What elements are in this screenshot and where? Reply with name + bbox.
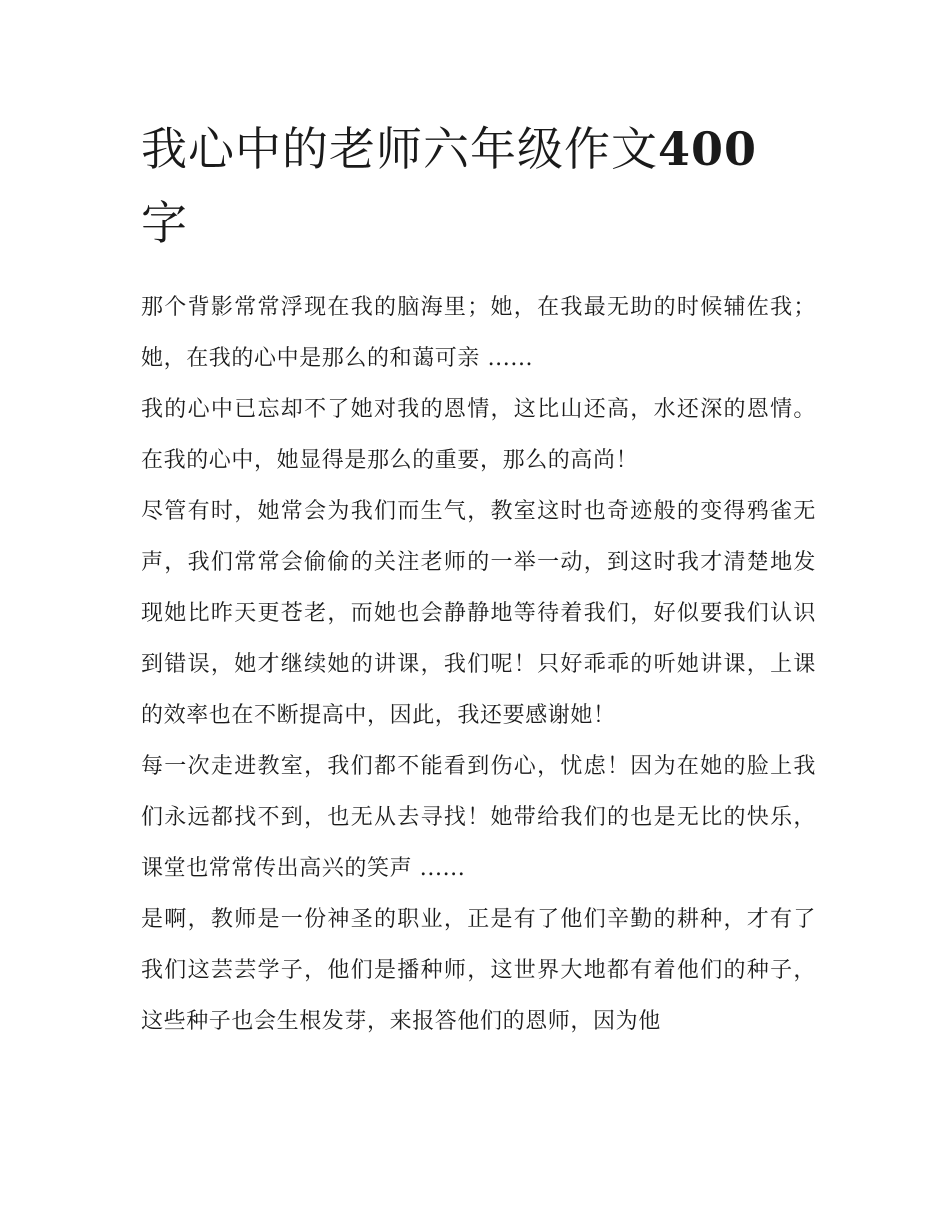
title-number: 400 <box>658 122 758 176</box>
paragraph-1: 那个背影常常浮现在我的脑海里；她，在我最无助的时候辅佐我；她，在我的心中是那么的和蔼可亲 ...... <box>141 295 816 371</box>
paragraph-4: 每一次走进教室，我们都不能看到伤心，忧虑！因为在她的脸上我们永远都找不到，也无从去寻找！她带给我们的也是无比的快乐，课堂也常常传出高兴的笑声 ...... <box>141 754 816 881</box>
paragraph-2: 我的心中已忘却不了她对我的恩情，这比山还高，水还深的恩情。在我的心中，她显得是那么的重要，那么的高尚！ <box>141 397 816 473</box>
paragraph-3: 尽管有时，她常会为我们而生气，教室这时也奇迹般的变得鸦雀无声，我们常常会偷偷的关注老师的一举一动，到这时我才清楚地发现她比昨天更苍老，而她也会静静地等待着我们，好似要我们认识到错误，她才继续她的讲课，我们呢！只好乖乖的听她讲课，上课的效率也在不断提高中，因此，我还要感谢她！ <box>141 499 816 728</box>
document-title <box>141 112 821 260</box>
title-tail: 字 <box>141 196 188 250</box>
paragraph-5: 是啊，教师是一份神圣的职业，正是有了他们辛勤的耕种，才有了我们这芸芸学子，他们是播种师，这世界大地都有着他们的种子，这些种子也会生根发芽，来报答他们的恩师，因为他 <box>141 907 816 1034</box>
title-main: 我心中的老师六年级作文 <box>141 122 658 176</box>
document-body <box>141 282 816 1047</box>
